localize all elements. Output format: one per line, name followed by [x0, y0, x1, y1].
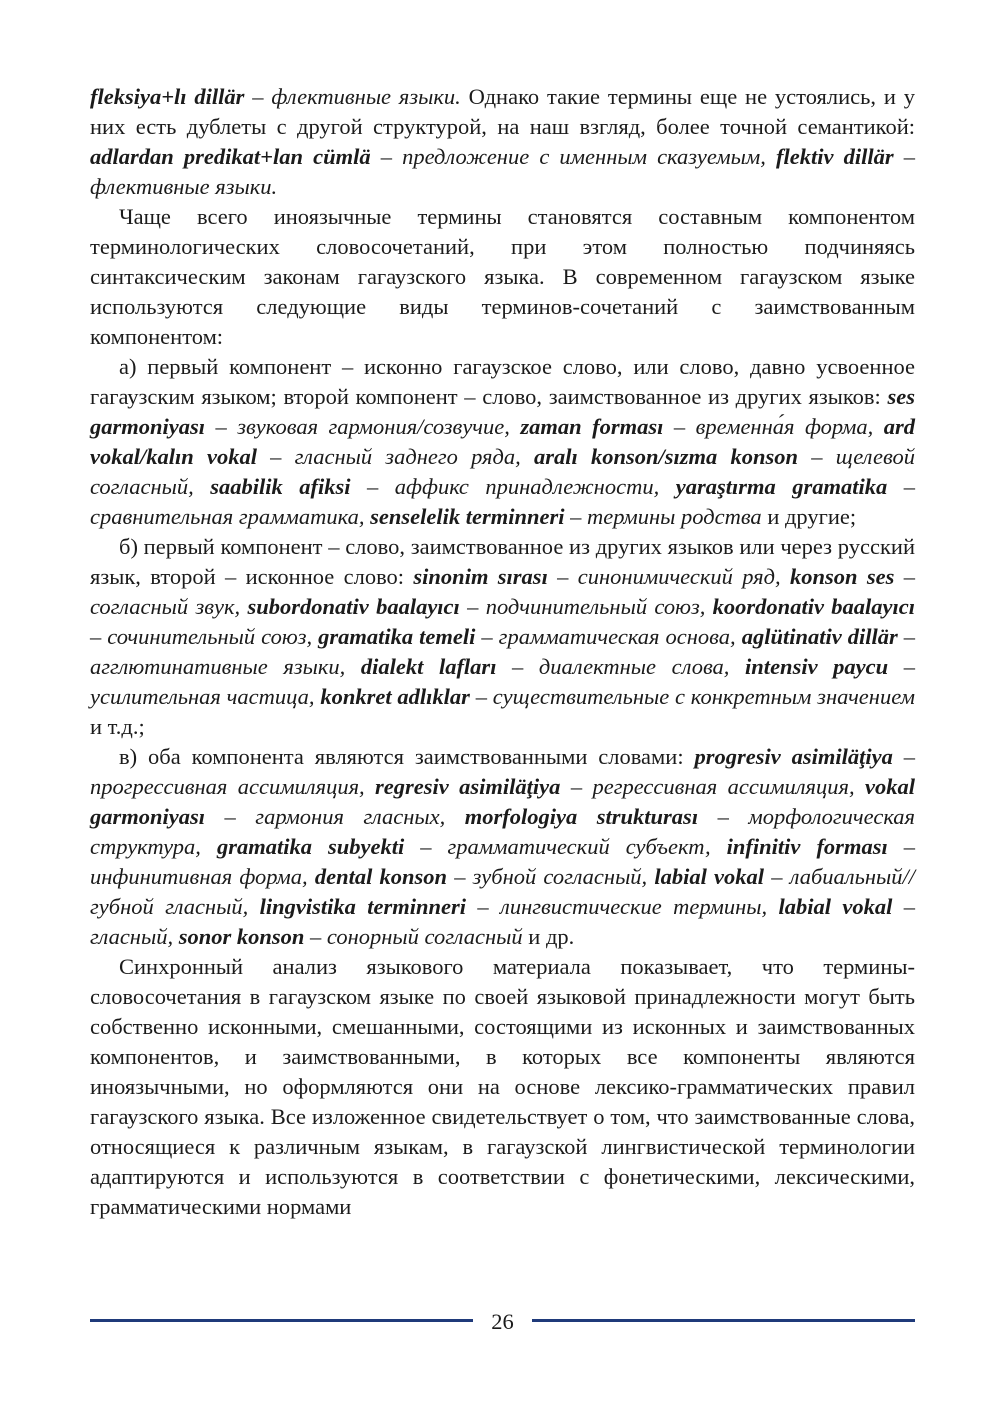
- gagauz-term: lingvistika terminneri: [259, 894, 467, 919]
- russian-translation: – щелевой согласный,: [90, 444, 915, 499]
- page-number: 26: [491, 1309, 514, 1334]
- russian-translation: – аффикс принадлежности,: [350, 474, 676, 499]
- russian-translation: – гласный заднего ряда,: [256, 444, 534, 469]
- body-text: в) оба компонента являются заимствованными словами:: [119, 744, 695, 769]
- body-text: Однако такие термины еще не устоялись, и у них есть дублеты с другой структурой, на наш взгляд, более точной семантикой:: [90, 84, 916, 139]
- page-body: [90, 82, 915, 1222]
- russian-translation: флективные языки.: [271, 84, 461, 109]
- body-text: и др.: [522, 924, 575, 949]
- gagauz-term: konson ses: [790, 564, 895, 589]
- body-text: Синхронный анализ языкового материала показывает, что термины-словосочетания в гагаузском языке по своей языковой принадлежности могут быть собственно исконными, смешанными, состоящими из исконных и заимствованных компонентов, и заимствованными, в которых все компоненты являются иноязычными, но оформляются они на основе лексико-грамматических правил гагаузского языка. Все изложенное свидетельствует о том, что заимствованные слова, относящиеся к различным языкам, в гагаузской лингвистической терминологии адаптируются и используются в соответствии с фонетическими, лексическими, грамматическими нормами: [90, 954, 915, 1219]
- gagauz-term: fleksiya+lı dillär: [90, 84, 245, 109]
- gagauz-term: gramatika subyekti: [216, 834, 405, 859]
- gagauz-term: konkret adlıklar: [320, 684, 470, 709]
- gagauz-term: senselelik terminneri: [370, 504, 565, 529]
- gagauz-term: saabilik afiksi: [210, 474, 351, 499]
- gagauz-term: dental konson: [314, 864, 448, 889]
- body-text: –: [244, 84, 272, 109]
- paragraph: [90, 532, 915, 742]
- gagauz-term: gramatika temeli: [318, 624, 476, 649]
- russian-translation: – инфинитивная форма,: [90, 834, 915, 889]
- body-text: и другие;: [761, 504, 857, 529]
- page-footer: [90, 1307, 915, 1337]
- russian-translation: – синонимический ряд,: [547, 564, 791, 589]
- footer-rule-right: [532, 1319, 915, 1322]
- gagauz-term: sonor konson: [178, 924, 305, 949]
- paragraph: [90, 82, 915, 202]
- gagauz-term: subordonativ baalayıcı: [247, 594, 460, 619]
- russian-translation: – временна́я форма,: [663, 414, 884, 439]
- russian-translation: – регрессивная ассимиляция,: [560, 774, 865, 799]
- paragraph: [90, 202, 915, 352]
- gagauz-term: vokal garmoniyası: [90, 774, 915, 829]
- gagauz-term: progresiv asimiläţiya: [694, 744, 893, 769]
- gagauz-term: regresiv asimiläţiya: [375, 774, 561, 799]
- gagauz-term: ses garmoniyası: [90, 384, 915, 439]
- russian-translation: – грамматическая основа,: [475, 624, 742, 649]
- gagauz-term: flektiv dillär: [776, 144, 894, 169]
- russian-translation: – гармония гласных,: [205, 804, 465, 829]
- russian-translation: – морфологическая структура,: [90, 804, 916, 859]
- gagauz-term: intensiv paycu: [745, 654, 889, 679]
- gagauz-term: yaraştırma gramatika: [675, 474, 888, 499]
- gagauz-term: adlardan predikat+lan cümlä: [90, 144, 371, 169]
- paragraph: [90, 742, 915, 952]
- body-text: и т.д.;: [90, 714, 145, 739]
- russian-translation: – гласный,: [90, 894, 916, 949]
- russian-translation: – сонорный согласный: [304, 924, 523, 949]
- russian-translation: – лингвистические термины,: [466, 894, 779, 919]
- body-text: б) первый компонент – слово, заимствованное из других языков или через русский язык, второй – исконное слово:: [90, 534, 915, 589]
- russian-translation: – агглютинативные языки,: [90, 624, 916, 679]
- russian-translation: – подчинительный союз,: [459, 594, 713, 619]
- gagauz-term: aglütinativ dillär: [741, 624, 898, 649]
- russian-translation: – флективные языки.: [90, 144, 915, 199]
- russian-translation: – диалектные слова,: [496, 654, 746, 679]
- russian-translation: – сравнительная грамматика,: [90, 474, 915, 529]
- gagauz-term: labial vokal: [654, 864, 765, 889]
- russian-translation: – звуковая гармония/созвучие,: [205, 414, 521, 439]
- russian-translation: – усилительная частица,: [90, 654, 916, 709]
- russian-translation: – сочинительный союз,: [90, 624, 319, 649]
- russian-translation: – существительные с конкретным значением: [469, 684, 915, 709]
- body-text: а) первый компонент – исконно гагаузское слово, или слово, давно усвоенное гагаузским языком; второй компонент – слово, заимствованное из других языков:: [90, 354, 915, 409]
- paragraph: [90, 952, 915, 1222]
- russian-translation: – предложение с именным сказуемым,: [370, 144, 777, 169]
- russian-translation: – согласный звук,: [90, 564, 916, 619]
- russian-translation: – термины родства: [564, 504, 762, 529]
- russian-translation: – грамматический субъект,: [404, 834, 727, 859]
- gagauz-term: morfologiya strukturası: [464, 804, 699, 829]
- russian-translation: – лабиальный//губной гласный,: [90, 864, 916, 919]
- gagauz-term: ard vokal/kalın vokal: [90, 414, 915, 469]
- body-text: Чаще всего иноязычные термины становятся составным компонентом терминологических словосочетаний, при этом полностью подчиняясь синтаксическим законам гагаузского языка. В современном гагаузском языке используются следующие виды терминов-сочетаний с заимствованным компонентом:: [90, 204, 915, 349]
- russian-translation: – зубной согласный,: [447, 864, 655, 889]
- russian-translation: – прогрессивная ассимиляция,: [90, 744, 916, 799]
- gagauz-term: sinonim sırası: [413, 564, 548, 589]
- paragraph: [90, 352, 915, 532]
- gagauz-term: infinitiv forması: [726, 834, 888, 859]
- gagauz-term: aralı konson/sızma konson: [534, 444, 799, 469]
- gagauz-term: labial vokal: [778, 894, 893, 919]
- footer-rule-left: [90, 1319, 473, 1322]
- gagauz-term: dialekt lafları: [360, 654, 497, 679]
- gagauz-term: zaman forması: [520, 414, 664, 439]
- gagauz-term: koordonativ baalayıcı: [712, 594, 915, 619]
